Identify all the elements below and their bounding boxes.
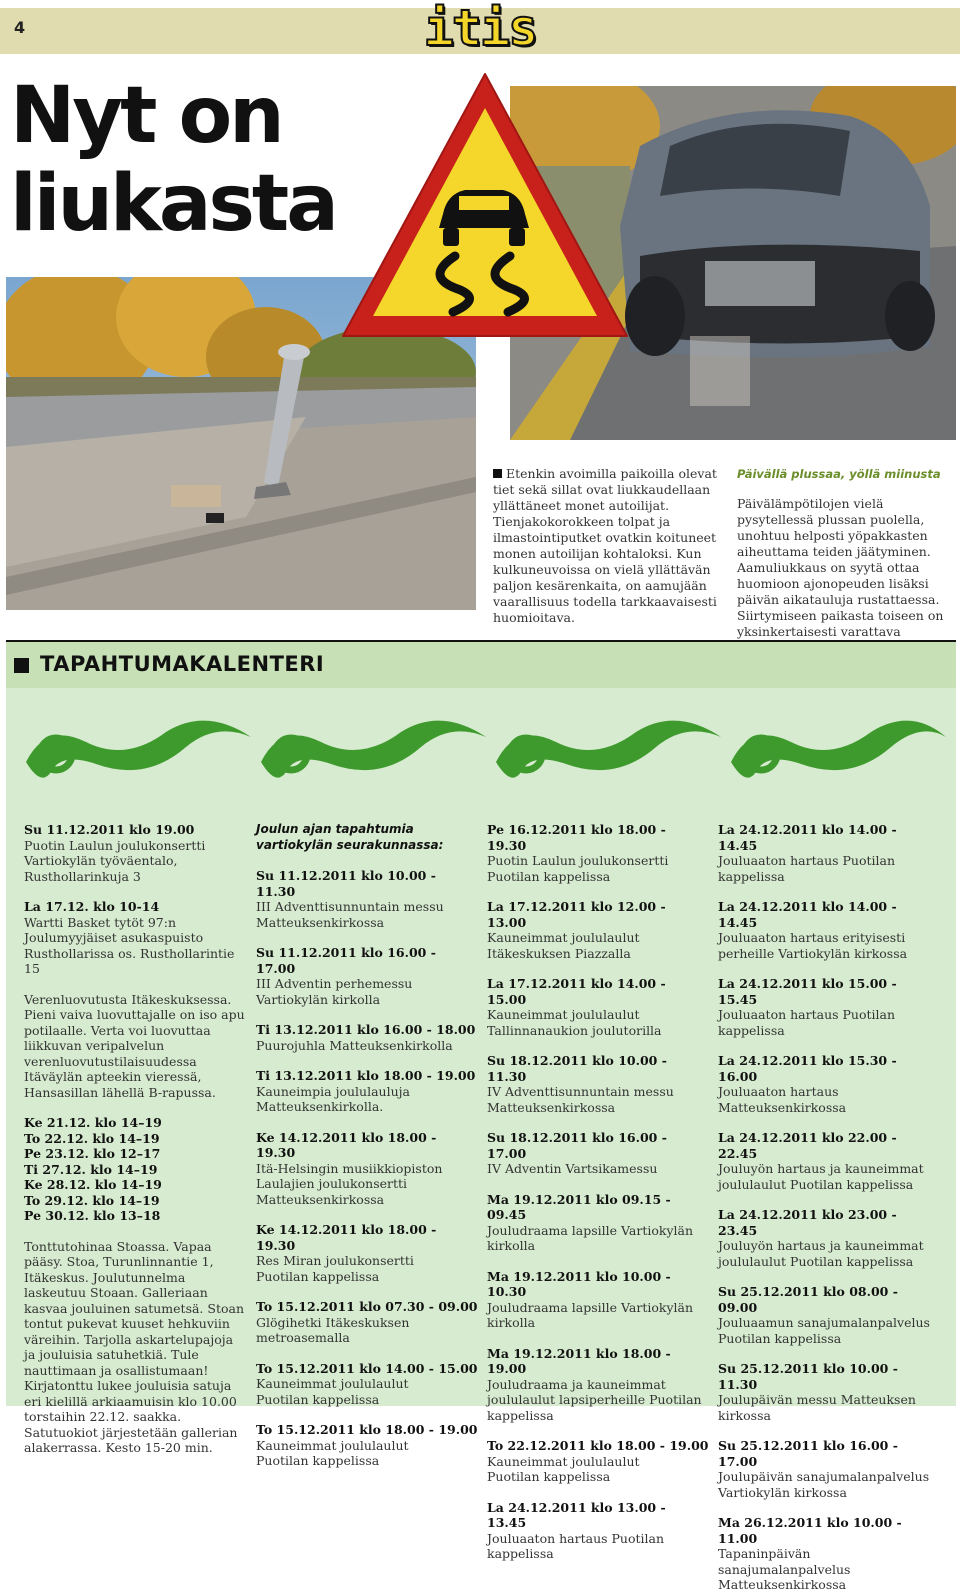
event-date: Su 11.12.2011 klo 10.00 - 11.30 [256,868,436,899]
event-date: Ti 13.12.2011 klo 16.00 - 18.00 [256,1022,476,1037]
calendar-column-4 [718,822,940,1593]
event-description: Verenluovutusta Itäkeskuksessa. Pieni vaiva luovuttajalle on iso apu potilaalle. Verta voi luovuttaa liikkuvan veripalvelun verenluovutustilaisuudessa Itäväylän apteekin vieressä, Hansasillan lähellä B-rapussa. [24,991,245,1100]
bullet-square-icon [14,658,29,673]
event-date: To 22.12.2011 klo 18.00 - 19.00 [487,1438,709,1453]
event-description: Puotilan kappelissa [256,1391,380,1407]
spacer [24,884,246,899]
event-date: Ti 27.12. klo 14–19 [24,1161,158,1177]
spacer [718,1192,940,1207]
event-date: Su 25.12.2011 klo 16.00 - 17.00 [718,1438,898,1469]
spacer [718,1269,940,1284]
event-date: Pe 16.12.2011 klo 18.00 - 19.30 [487,822,666,853]
event-description: Kauneimmat joululaulut [487,930,640,945]
event-date: Ma 19.12.2011 klo 09.15 - 09.45 [487,1191,671,1222]
event-description: Tapaninpäivän sanajumalanpalvelus Matteuksenkirkossa [718,1546,851,1592]
event-date: La 17.12.2011 klo 14.00 - 15.00 [487,976,666,1007]
spacer [256,1115,478,1130]
event-description: Tallinnanaukion joulutorilla [487,1022,662,1038]
decorative-scroll-ornament [6,702,956,792]
spacer [256,853,478,868]
event-description: Puotin Laulun joulukonsertti [24,837,206,853]
event-description: Jouludraama lapsille Vartiokylän kirkolla [487,1299,694,1330]
event-description: Jouluaaton hartaus Puotilan kappelissa [718,853,896,884]
event-date: Ma 19.12.2011 klo 18.00 - 19.00 [487,1345,671,1376]
event-date: To 15.12.2011 klo 18.00 - 19.00 [256,1422,478,1437]
spacer [487,884,709,899]
event-description: Wartti Basket tytöt 97:n Joulumyyjäiset asukaspuisto Rusthollarissa os. Rusthollarintie 15 [24,914,235,976]
event-date: Ke 28.12. klo 14–19 [24,1177,162,1192]
event-description: IV Adventtisunnuntain messu [487,1084,674,1099]
event-description: Puotilan kappelissa [487,868,611,884]
calendar-column-2 [256,822,478,1469]
event-date: Pe 23.12. klo 12–17 [24,1146,161,1161]
bullet-square-icon [493,469,502,478]
event-description: III Adventtisunnuntain messu Matteuksenkirkossa [256,899,444,930]
event-date: Ke 14.12.2011 klo 18.00 - 19.30 [256,1222,437,1253]
event-date: La 24.12.2011 klo 23.00 - 23.45 [718,1207,897,1238]
spacer [487,1254,709,1269]
event-description: Kauneimmat joululaulut [256,1437,409,1453]
spacer [24,1100,246,1115]
event-description: Tonttutohinaa Stoassa. Vapaa pääsy. Stoa, Turunlinnantie 1, Itäkeskus. Joulutunnelma laskeutuu Stoaan. Galleriaan kasvaa jouluinen satumetsä. Stoan tontut pukevat kuuset hehkuviin väreihin. Tarjolla askartelupajoja ja jouluisia satuhetkiä. Tule nauttimaan ja osallistumaan! Kirjatonttu lukee jouluisia satuja eri kielillä arkiaamuisin klo 10.00 torstaihin 22.12. saakka. Satutuokiot järjestetään gallerian alakerrassa. Kesto 15-20 min. [24,1238,244,1455]
event-description: Kauneimmat joululaulut [256,1376,409,1391]
event-description: Jouluaamun sanajumalanpalvelus Puotilan kappelissa [718,1315,930,1346]
event-description: Vartiokylän työväentalo, Rusthollarinkuja 3 [24,853,178,884]
calendar-column-3 [487,822,709,1562]
spacer [487,1331,709,1346]
event-date: Su 25.12.2011 klo 08.00 - 09.00 [718,1284,898,1315]
event-date: Su 25.12.2011 klo 10.00 - 11.30 [718,1361,898,1392]
spacer [256,1284,478,1299]
event-description: Jouluyön hartaus ja kauneimmat joululaulut Puotilan kappelissa [718,1238,924,1269]
section-intro: Joulun ajan tapahtumia vartiokylän seurakunnassa: [256,822,444,852]
event-date: La 17.12. klo 10-14 [24,899,160,914]
spacer [718,1115,940,1130]
event-date: To 29.12. klo 14–19 [24,1192,160,1208]
spacer [256,930,478,945]
event-date: Ma 19.12.2011 klo 10.00 - 10.30 [487,1268,671,1299]
event-description: Kauneimmat joululaulut [487,1007,640,1022]
spacer [487,1115,709,1130]
spacer [256,1207,478,1222]
event-description: Jouluaaton hartaus Puotilan kappelissa [487,1530,665,1561]
event-date: La 17.12.2011 klo 12.00 - 13.00 [487,899,666,930]
event-date: Ke 21.12. klo 14–19 [24,1115,162,1130]
event-date: To 22.12. klo 14–19 [24,1130,160,1146]
event-description: Res Miran joulukonsertti [256,1253,414,1268]
event-date: La 24.12.2011 klo 14.00 - 14.45 [718,822,897,853]
event-date: Ma 26.12.2011 klo 10.00 - 11.00 [718,1515,902,1546]
spacer [24,977,246,992]
event-date: To 15.12.2011 klo 07.30 - 09.00 [256,1299,478,1314]
event-description: Joulupäivän sanajumalanpalvelus Vartiokylän kirkossa [718,1469,930,1500]
event-date: La 24.12.2011 klo 14.00 - 14.45 [718,899,897,930]
event-description: Kauneimmat joululaulut [487,1453,640,1469]
event-description: Glögihetki Itäkeskuksen metroasemalla [256,1314,410,1345]
event-description: Jouluyön hartaus ja kauneimmat joululaulut Puotilan kappelissa [718,1161,924,1192]
event-date: La 24.12.2011 klo 13.00 - 13.45 [487,1499,666,1530]
event-description: Itä-Helsingin musiikkiopiston Laulajien joulukonsertti Matteuksenkirkossa [256,1160,443,1207]
spacer [718,1423,940,1438]
event-description: III Adventin perhemessu Vartiokylän kirkolla [256,976,413,1007]
spacer [256,1053,478,1068]
spacer [24,1224,246,1239]
event-date: Su 18.12.2011 klo 16.00 - 17.00 [487,1130,667,1161]
spacer [487,1038,709,1053]
event-date: Pe 30.12. klo 13–18 [24,1208,161,1223]
event-date: To 15.12.2011 klo 14.00 - 15.00 [256,1360,478,1376]
event-description: Jouludraama ja kauneimmat joululaulut lapsiperheille Puotilan kappelissa [487,1376,702,1423]
event-description: Jouludraama lapsille Vartiokylän kirkolla [487,1222,694,1253]
event-date: Su 18.12.2011 klo 10.00 - 11.30 [487,1053,667,1084]
event-description: Kauneimpia joululauluja [256,1083,410,1099]
page-number: 4 [14,18,26,37]
spacer [487,1177,709,1192]
event-description: Matteuksenkirkolla. [256,1099,384,1114]
slippery-road-warning-sign [335,66,635,356]
event-date: Su 11.12.2011 klo 19.00 [24,822,195,837]
spacer [487,961,709,976]
event-description: Jouluaaton hartaus erityisesti perheille Vartiokylän kirkossa [718,930,908,961]
event-description: IV Adventin Vartsikamessu [487,1161,658,1176]
event-description: Puurojuhla Matteuksenkirkolla [256,1037,453,1053]
event-description: Matteuksenkirkossa [487,1099,616,1115]
headline-line-1: Nyt on [10,71,282,161]
event-description: Jouluaaton hartaus Puotilan kappelissa [718,1007,896,1038]
event-description: Itäkeskuksen Piazzalla [487,945,631,961]
sidebar-article [737,466,955,656]
spacer [487,1485,709,1500]
event-date: La 24.12.2011 klo 15.30 - 16.00 [718,1053,897,1084]
event-description: Joulupäivän messu Matteuksen kirkossa [718,1392,916,1423]
headline-line-2: liukasta [10,159,336,249]
event-date: Ti 13.12.2011 klo 18.00 - 19.00 [256,1068,476,1083]
masthead-logo: itis [423,0,537,57]
calendar-title: TAPAHTUMAKALENTERI [40,652,325,676]
event-description: Puotilan kappelissa [487,1469,611,1484]
spacer [718,1500,940,1515]
spacer [256,1007,478,1022]
event-description: Puotilan kappelissa [256,1268,380,1284]
spacer [487,1423,709,1438]
event-date: La 24.12.2011 klo 15.00 - 15.45 [718,976,897,1007]
event-description: Puotilan kappelissa [256,1453,380,1468]
caption-text: Etenkin avoimilla paikoilla olevat tiet sekä sillat ovat liukkaudellaan yllättäneet monet autoilijat. Tienjakokorokkeen tolpat ja ilmastointiputket ovatkin koituneet monen autoilijan kohtaloksi. Kun kulkuneuvoissa on vielä yllättävän paljon kesärenkaita, on aamujään vaarallisuus todella tarkkaavaisesti huomioitava. [493,466,717,625]
event-date: La 24.12.2011 klo 22.00 - 22.45 [718,1130,897,1161]
sidebar-title: Päivällä plussaa, yöllä miinusta [737,467,941,481]
sidebar-text: Päivälämpötilojen vielä pysytellessä plussan puolella, unohtuu helposti yöpakkasten aiheuttama teiden jäätyminen. Aamuliukkaus on syytä ottaa huomioon ajonopeuden lisäksi päivän aikatauluja rustattaessa. Siirtymiseen paikasta toiseen on yksinkertaisesti varattava [737,496,944,639]
spacer [718,1346,940,1361]
event-date: Su 11.12.2011 klo 16.00 - 17.00 [256,945,436,976]
calendar-header [6,642,956,688]
event-date: Ke 14.12.2011 klo 18.00 - 19.30 [256,1129,437,1160]
event-description: Jouluaaton hartaus Matteuksenkirkossa [718,1084,847,1115]
photo-caption [493,466,719,626]
event-description: Puotin Laulun joulukonsertti [487,853,669,868]
spacer [718,884,940,899]
spacer [718,1038,940,1053]
spacer [718,961,940,976]
spacer [256,1346,478,1361]
calendar-column-1 [24,822,246,1456]
